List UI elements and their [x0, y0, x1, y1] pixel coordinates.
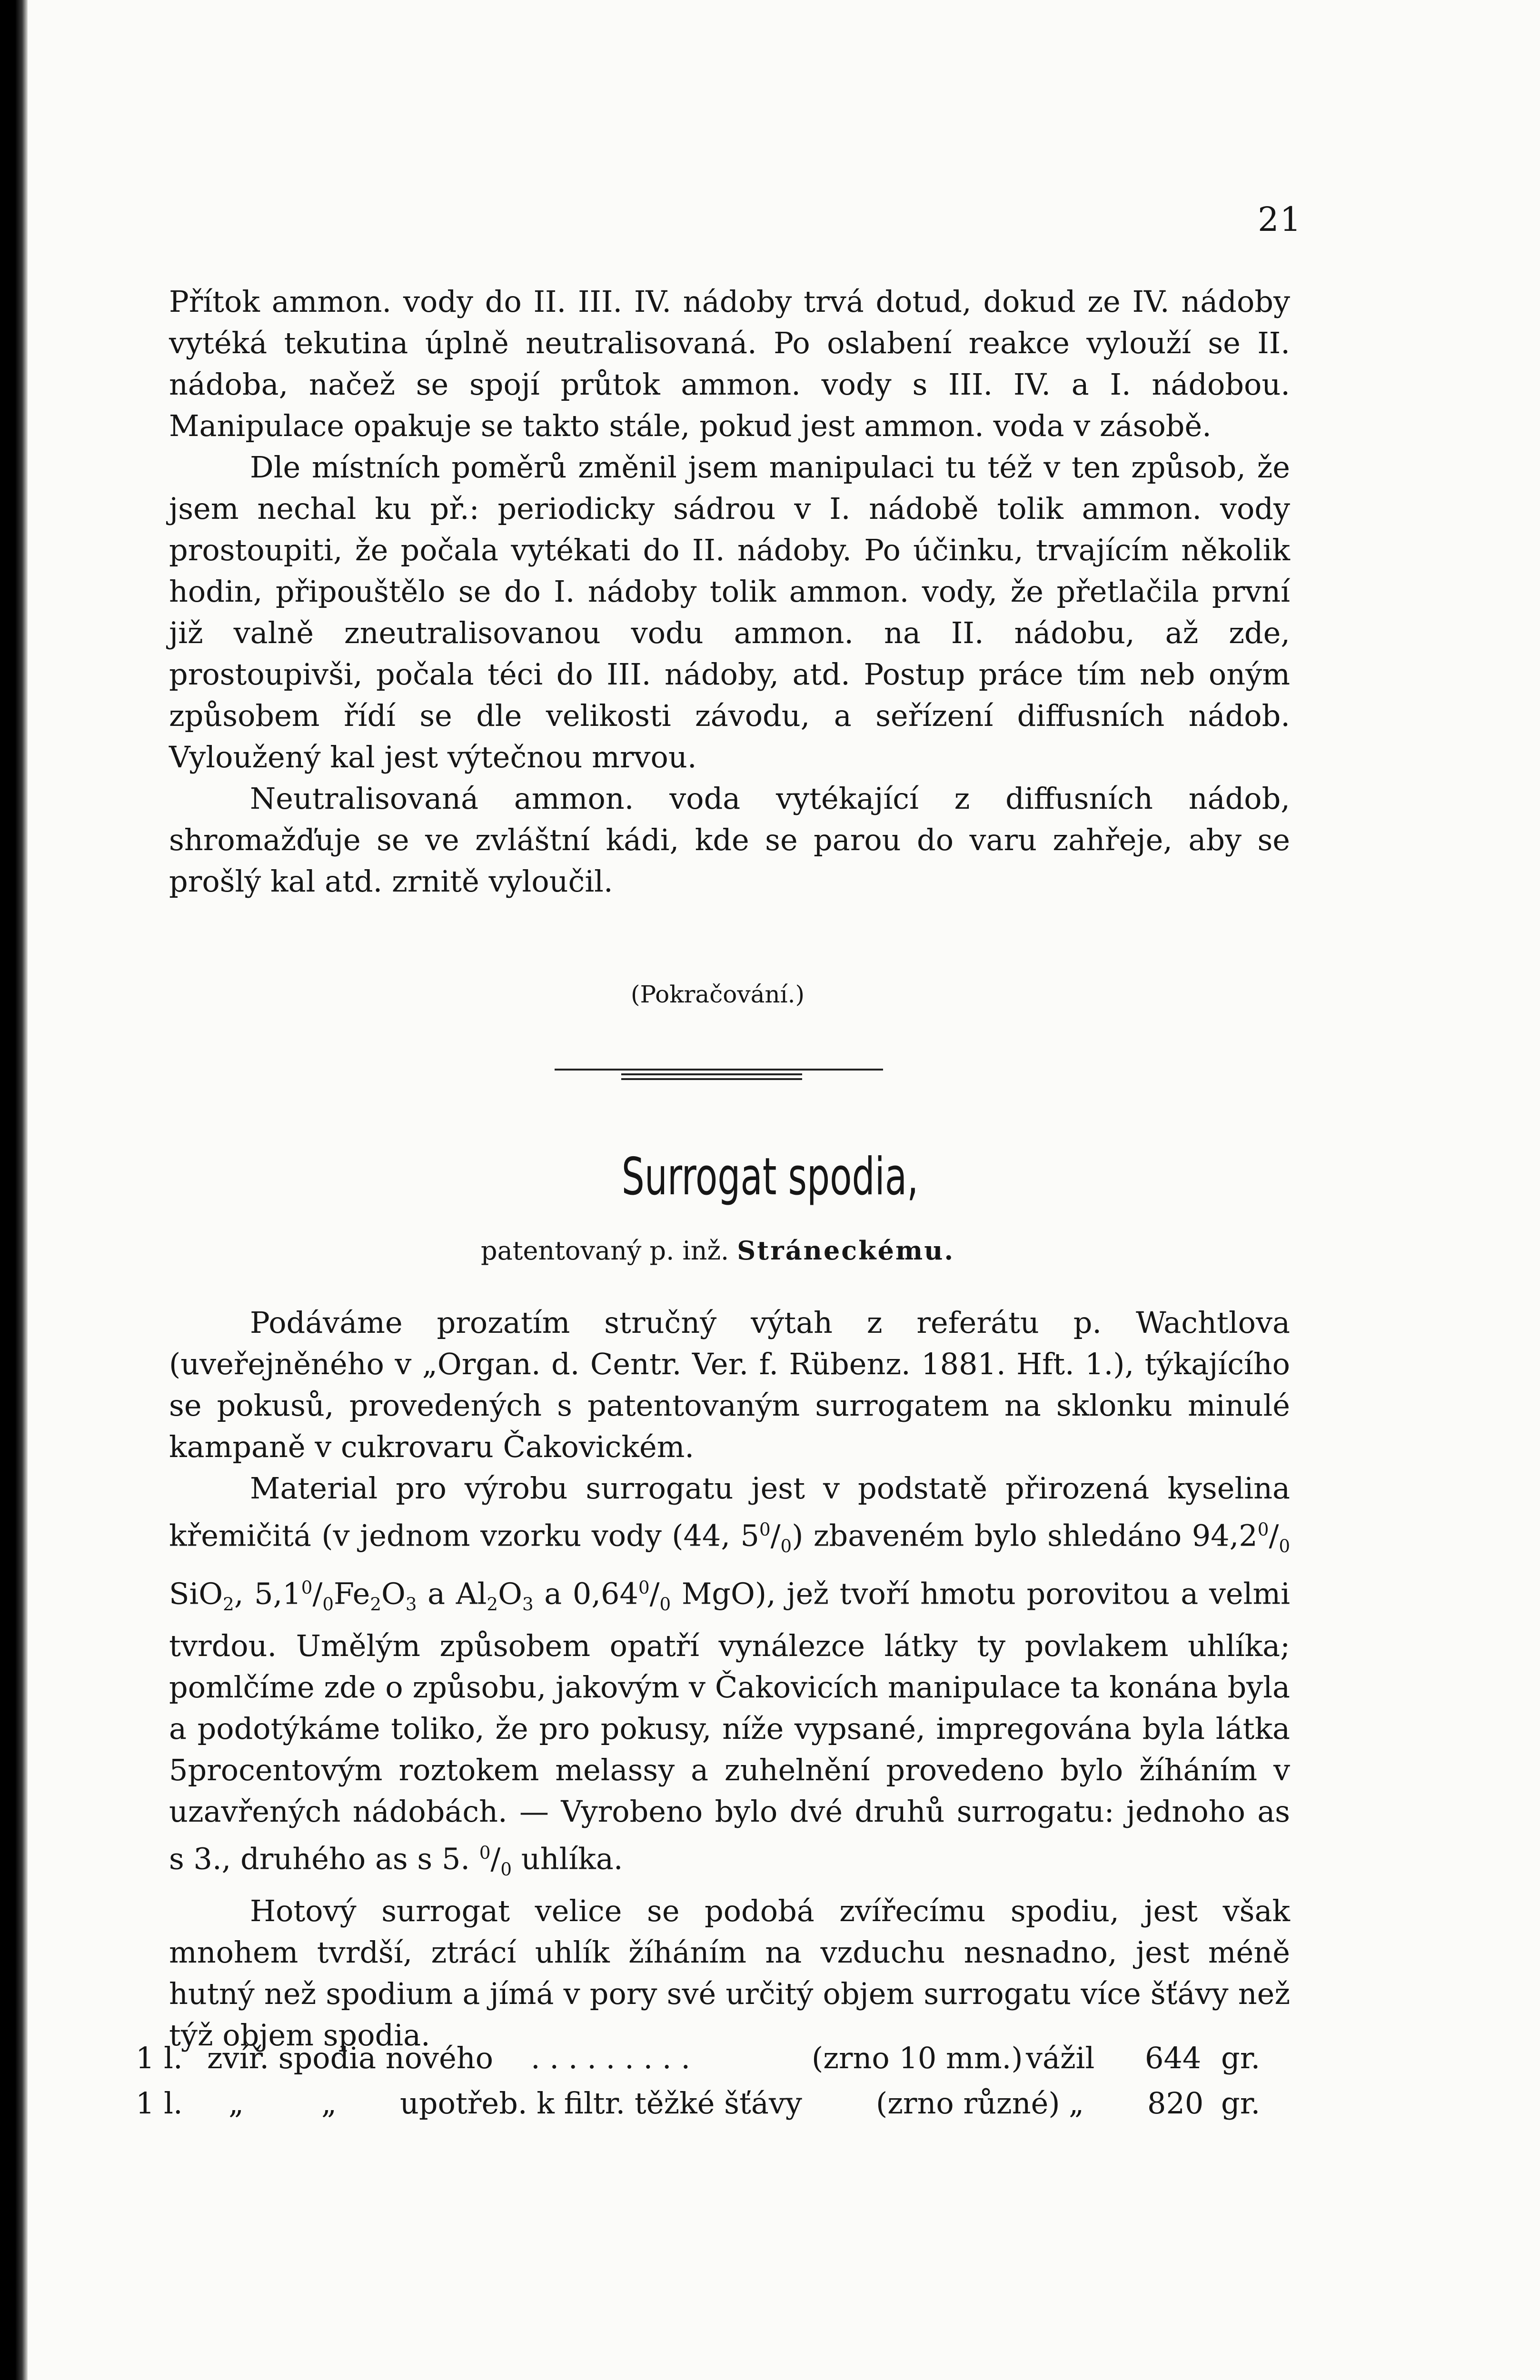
row-quantity: 1 l.	[136, 2086, 183, 2121]
row-grain-size: (zrno různé)	[876, 2086, 1060, 2121]
page-number: 21	[1258, 200, 1302, 239]
sample-row	[136, 2037, 1264, 2082]
row-description: upotřeb. k filtr. těžké šťávy	[400, 2086, 802, 2121]
continued-article	[169, 281, 1290, 902]
scan-binding-edge	[0, 0, 28, 2380]
row-verb: vážil	[1026, 2041, 1095, 2075]
row-unit: gr.	[1221, 2086, 1261, 2121]
row-description: zvíř. spodia nového	[207, 2041, 494, 2075]
continuation-note: (Pokračování.)	[631, 981, 805, 1008]
sample-row	[136, 2082, 1264, 2128]
byline-name: Stráneckému.	[737, 1235, 955, 1266]
article-body	[169, 1302, 1290, 2056]
paragraph-composition: Material pro výrobu surrogatu jest v podstatě přirozená kyselina křemičitá (v jednom vzorku vody (44, $5^0/_0$) zbaveném bylo shledáno $94,2^0/_0$ SiO$_2$, $5,1^0/_0Fe_2O_3$ a $Al_2O_3$ a $0,64^0/_0$ MgO), jež tvoří hmotu porovitou a velmi tvrdou. Umělým způsobem opatří vynálezce látky ty povlakem uhlíka; pomlčíme zde o způsobu, jakovým v Čakovicích manipulace ta konána byla a podotýkáme toliko, že pro pokusy, níže vypsané, impregována byla látka 5procentovým roztokem melassy a zuhelnění provedeno bylo žíháním v uzavřených nádobách. — Vyrobeno bylo dvé druhů surrogatu: jednoho as s 3., druhého as s 5. $^0/_0$ uhlíka.	[169, 1471, 1291, 1880]
row-quantity: 1 l.	[136, 2041, 183, 2075]
row-ditto: „	[229, 2086, 244, 2121]
paragraph: Podáváme prozatím stručný výtah z referátu p. Wachtlova (uveřejněného v „Organ. d. Centr. Ver. f. Rübenz. 1881. Hft. 1.), týkajícího se pokusů, provedených s patentovaným surrogatem na sklonku minulé kampaně v cukrovaru Čakovickém.	[169, 1305, 1290, 1464]
paragraph: Přítok ammon. vody do II. III. IV. nádoby trvá dotud, dokud ze IV. nádoby vytéká tekutina úplně neutralisovaná. Po oslabení reakce vylouží se II. nádoba, načež se spojí průtok ammon. vody s III. IV. a I. nádobou. Manipulace opakuje se takto stále, pokud jest ammon. voda v zásobě.	[169, 284, 1290, 443]
row-value: 820	[1147, 2086, 1204, 2121]
paragraph: Neutralisovaná ammon. voda vytékající z diffusních nádob, shromažďuje se ve zvláštní kádi, kde se parou do varu zahřeje, aby se prošlý kal atd. zrnitě vyloučil.	[169, 781, 1290, 899]
row-ditto: „	[321, 2086, 337, 2121]
section-divider	[555, 1069, 883, 1083]
sample-measurements	[136, 2037, 1264, 2128]
row-ditto: „	[1069, 2086, 1084, 2121]
row-value: 644	[1145, 2041, 1202, 2075]
paragraph: Hotový surrogat velice se podobá zvířecímu spodiu, jest však mnohem tvrdší, ztrácí uhlík žíháním na vzduchu nesnadno, jest méně hutný než spodium a jímá v pory své určitý objem surrogatu více šťávy než týž objem spodia.	[169, 1894, 1290, 2053]
row-unit: gr.	[1221, 2041, 1261, 2075]
byline-prefix: patentovaný p. inž.	[481, 1236, 729, 1266]
article-title: Surrogat spodia,	[621, 1147, 919, 1207]
byline	[481, 1235, 954, 1266]
paragraph: Dle místních poměrů změnil jsem manipulaci tu též v ten způsob, že jsem nechal ku př.: periodicky sádrou v I. nádobě tolik ammon. vody prostoupiti, že počala vytékati do II. nádoby. Po účinku, trvajícím několik hodin, připouštělo se do I. nádoby tolik ammon. vody, že přetlačila první již valně zneutralisovanou vodu ammon. na II. nádobu, až zde, prostoupivši, počala téci do III. nádoby, atd. Postup práce tím neb oným způsobem řídí se dle velikosti závodu, a seřízení diffusních nádob. Vyloužený kal jest výtečnou mrvou.	[169, 450, 1290, 774]
row-leader: . . . . . . . . .	[531, 2041, 691, 2075]
row-grain-size: (zrno 10 mm.)	[812, 2041, 1023, 2075]
